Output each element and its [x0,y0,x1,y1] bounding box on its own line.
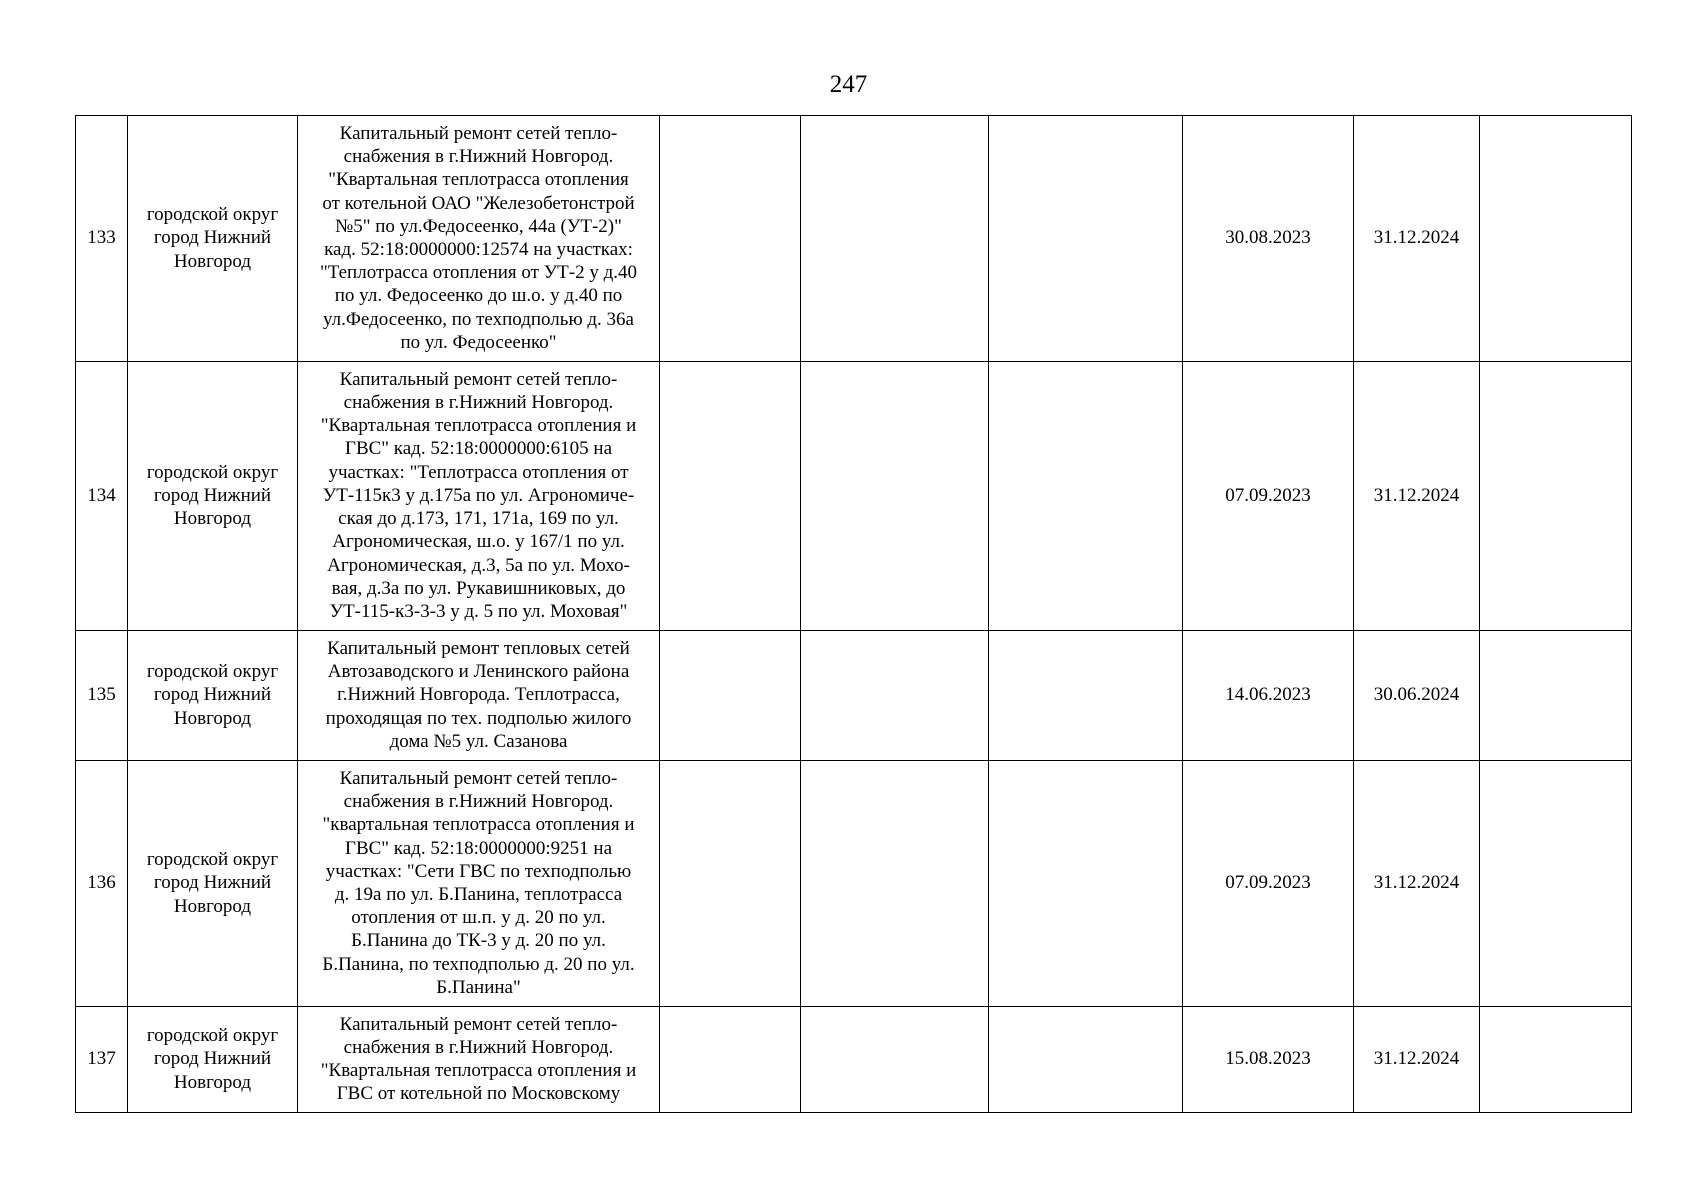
empty-cell [801,362,989,631]
municipality-cell: городской округ город Нижний Новгород [128,1007,298,1113]
municipality-cell: городской округ город Нижний Новгород [128,362,298,631]
empty-cell [1480,116,1632,362]
empty-cell [801,761,989,1007]
municipality-cell: городской округ город Нижний Новгород [128,761,298,1007]
start-date-cell: 15.08.2023 [1183,1007,1354,1113]
object-description-cell: Капитальный ремонт сетей тепло- снабжения в г.Нижний Новгород. "Квартальная теплотрасса отопления и ГВС от котельной по Московскому [298,1007,660,1113]
object-description-cell: Капитальный ремонт сетей тепло- снабжения в г.Нижний Новгород. "Квартальная теплотрасса отопления от котельной ОАО "Железобетонстрой №5" по ул.Федосеенко, 44а (УТ-2)" кад. 52:18:0000000:12574 на участках: "Теплотрасса отопления от УТ-2 у д.40 по ул. Федосеенко до ш.о. у д.40 по ул.Федосеенко, по техподполью д. 36а по ул. Федосеенко" [298,116,660,362]
empty-cell [1480,362,1632,631]
end-date-cell: 31.12.2024 [1354,1007,1480,1113]
empty-cell [989,1007,1183,1113]
empty-cell [801,116,989,362]
end-date-cell: 30.06.2024 [1354,631,1480,761]
row-number-cell: 133 [76,116,128,362]
municipality-cell: городской округ город Нижний Новгород [128,116,298,362]
empty-cell [1480,631,1632,761]
registry-table [75,115,1632,1113]
empty-cell [1480,761,1632,1007]
table-row [76,631,1632,761]
table-row [76,116,1632,362]
object-description-cell: Капитальный ремонт тепловых сетей Автозаводского и Ленинского района г.Нижний Новгорода. Теплотрасса, проходящая по тех. подполью жилого дома №5 ул. Сазанова [298,631,660,761]
empty-cell [989,362,1183,631]
row-number-cell: 134 [76,362,128,631]
object-description-cell: Капитальный ремонт сетей тепло- снабжения в г.Нижний Новгород. "Квартальная теплотрасса отопления и ГВС" кад. 52:18:0000000:6105 на участках: "Теплотрасса отопления от УТ-115к3 у д.175а по ул. Агрономиче- ская до д.173, 171, 171а, 169 по ул. Агрономическая, ш.о. у 167/1 по ул. Агрономическая, д.3, 5а по ул. Мохо- вая, д.3а по ул. Рукавишниковых, до УТ-115-к3-3-3 у д. 5 по ул. Моховая" [298,362,660,631]
object-description-cell: Капитальный ремонт сетей тепло- снабжения в г.Нижний Новгород. "квартальная теплотрасса отопления и ГВС" кад. 52:18:0000000:9251 на участках: "Сети ГВС по техподполью д. 19а по ул. Б.Панина, теплотрасса отопления от ш.п. у д. 20 по ул. Б.Панина до ТК-3 у д. 20 по ул. Б.Панина, по техподполью д. 20 по ул. Б.Панина" [298,761,660,1007]
table-row [76,761,1632,1007]
empty-cell [1480,1007,1632,1113]
row-number-cell: 137 [76,1007,128,1113]
end-date-cell: 31.12.2024 [1354,362,1480,631]
empty-cell [660,1007,801,1113]
empty-cell [660,116,801,362]
end-date-cell: 31.12.2024 [1354,761,1480,1007]
start-date-cell: 07.09.2023 [1183,362,1354,631]
empty-cell [660,761,801,1007]
row-number-cell: 136 [76,761,128,1007]
end-date-cell: 31.12.2024 [1354,116,1480,362]
page-number: 247 [829,71,868,98]
start-date-cell: 30.08.2023 [1183,116,1354,362]
start-date-cell: 07.09.2023 [1183,761,1354,1007]
empty-cell [989,116,1183,362]
empty-cell [801,1007,989,1113]
start-date-cell: 14.06.2023 [1183,631,1354,761]
empty-cell [660,631,801,761]
empty-cell [989,631,1183,761]
empty-cell [801,631,989,761]
table-row [76,1007,1632,1113]
empty-cell [660,362,801,631]
municipality-cell: городской округ город Нижний Новгород [128,631,298,761]
table-row [76,362,1632,631]
row-number-cell: 135 [76,631,128,761]
empty-cell [989,761,1183,1007]
